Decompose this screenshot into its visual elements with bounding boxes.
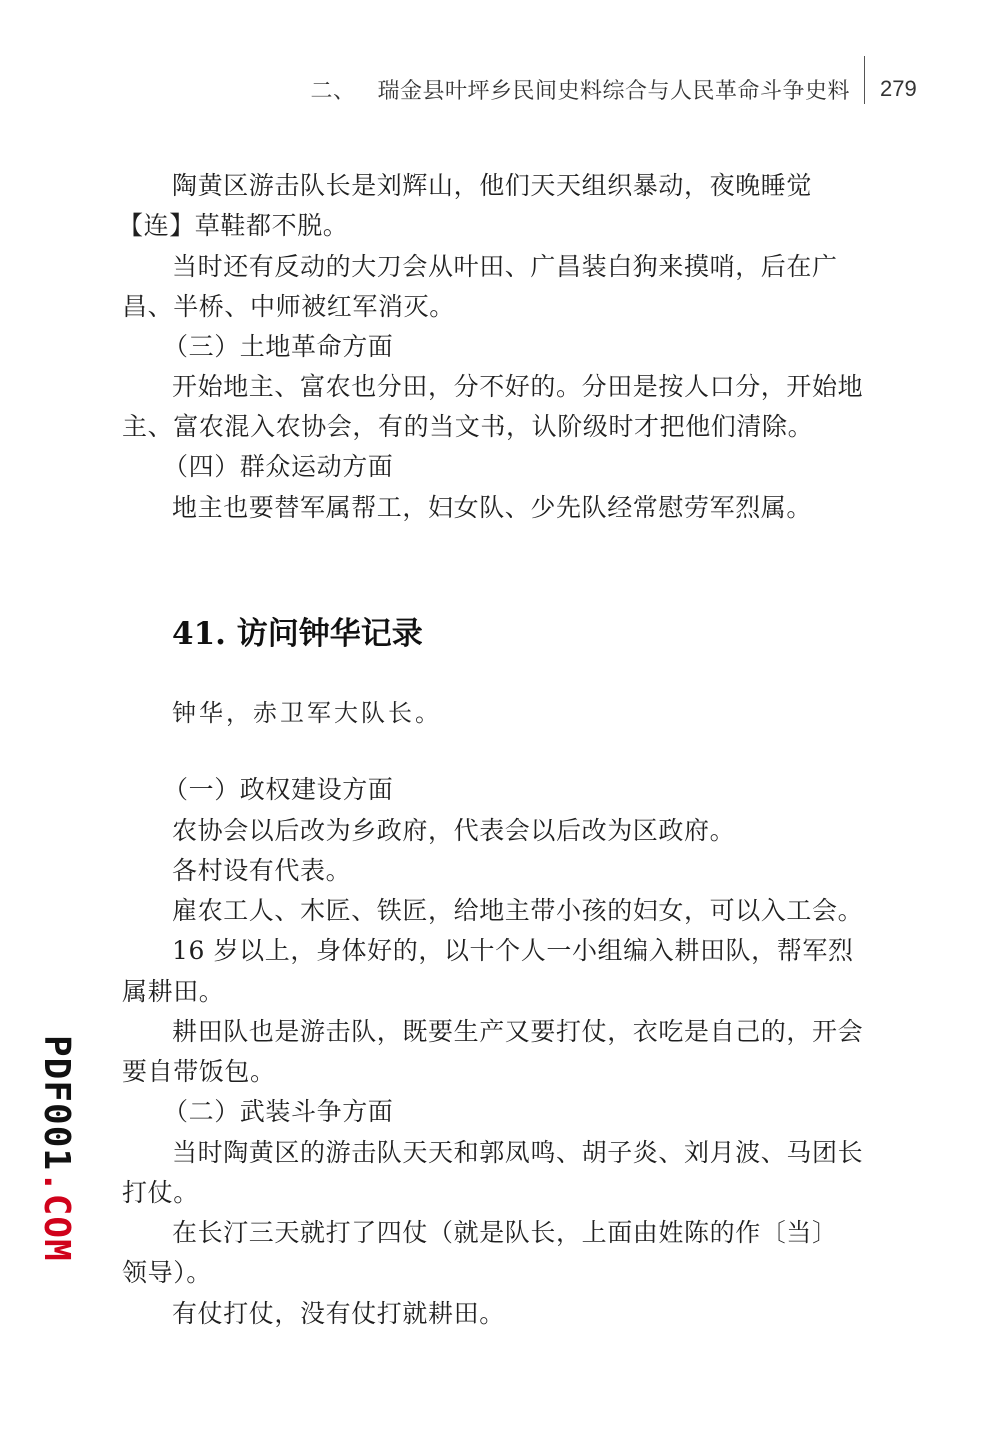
section-heading: （三）土地革命方面 — [163, 332, 394, 361]
header-divider — [864, 56, 865, 104]
paragraph-line: 主、富农混入农协会，有的当文书，认阶级时才把他们清除。 — [122, 412, 814, 441]
paragraph-line: 各村设有代表。 — [172, 856, 352, 885]
section-heading: （四）群众运动方面 — [163, 452, 394, 481]
section-heading: （二）武装斗争方面 — [163, 1097, 394, 1126]
paragraph-line: 在长汀三天就打了四仗（就是队长，上面由姓陈的作〔当〕 — [172, 1218, 838, 1247]
paragraph-line: 打仗。 — [122, 1178, 199, 1207]
paragraph-line: 雇农工人、木匠、铁匠，给地主带小孩的妇女，可以入工会。 — [172, 896, 864, 925]
paragraph-line: 16 岁以上，身体好的，以十个人一小组编入耕田队，帮军烈 — [172, 936, 854, 965]
paragraph-line: 农协会以后改为乡政府，代表会以后改为区政府。 — [172, 816, 736, 845]
watermark-text-red: .COM — [36, 1171, 77, 1262]
paragraph-line: 当时还有反动的大刀会从叶田、广昌装白狗来摸哨，后在广 — [172, 252, 838, 281]
paragraph-line: 领导）。 — [122, 1258, 212, 1287]
chapter-number: 二、 — [310, 79, 356, 104]
paragraph-line: 要自带饭包。 — [122, 1057, 276, 1086]
record-title: 41. 访问钟华记录 — [172, 616, 423, 652]
site-watermark — [36, 1035, 77, 1262]
paragraph-line: 昌、半桥、中师被红军消灭。 — [122, 292, 455, 321]
chapter-title: 瑞金县叶坪乡民间史料综合与人民革命斗争史料 — [377, 79, 850, 104]
paragraph-line: 陶黄区游击队长是刘辉山，他们天天组织暴动，夜晚睡觉 — [172, 171, 813, 200]
record-subject: 钟华，赤卫军大队长。 — [172, 699, 442, 727]
paragraph-line: 地主也要替军属帮工，妇女队、少先队经常慰劳军烈属。 — [172, 493, 813, 522]
watermark-text-black: PDF001 — [36, 1035, 77, 1172]
paragraph-line: 有仗打仗，没有仗打就耕田。 — [172, 1299, 505, 1328]
section-heading: （一）政权建设方面 — [163, 775, 394, 804]
running-header — [310, 74, 850, 105]
paragraph-line: 耕田队也是游击队，既要生产又要打仗，衣吃是自己的，开会 — [172, 1017, 864, 1046]
paragraph-line: 当时陶黄区的游击队天天和郭凤鸣、胡子炎、刘月波、马团长 — [172, 1138, 864, 1167]
paragraph-line: 【连】草鞋都不脱。 — [118, 211, 349, 240]
page-number: 279 — [880, 76, 917, 101]
paragraph-line: 开始地主、富农也分田，分不好的。分田是按人口分，开始地 — [172, 372, 864, 401]
paragraph-line: 属耕田。 — [122, 977, 225, 1006]
